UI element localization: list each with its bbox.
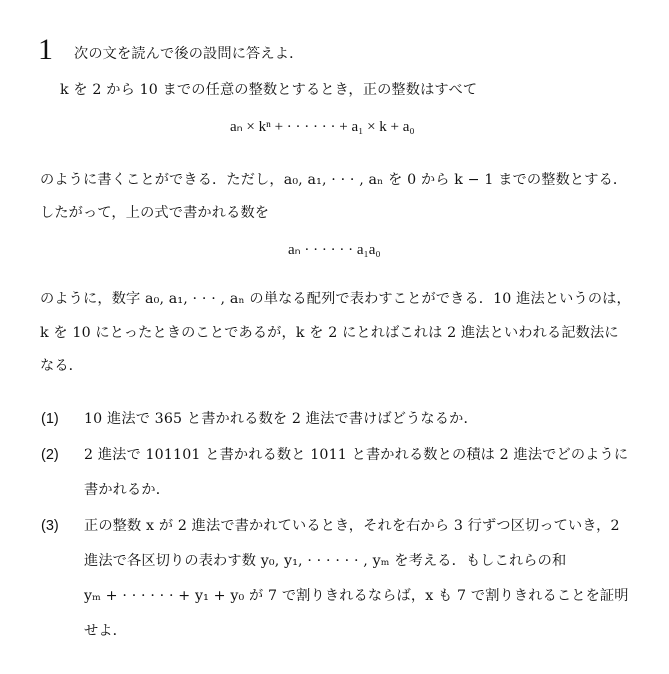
problem-heading: 次の文を読んで後の設問に答えよ．	[74, 46, 304, 62]
question-label: (3)	[41, 518, 59, 534]
question-text-line: 正の整数 x が 2 進法で書かれているとき，それを右から 3 行ずつ区切っていき，2	[84, 518, 620, 534]
formula-digits: aₙ · · · · · · a₁a₀	[288, 242, 381, 258]
paragraph-2-line-1: のように，数字 a₀, a₁, · · · , aₙ の単なる配列で表わすことができる．10 進法というのは，	[40, 291, 631, 307]
question-text-line: 10 進法で 365 と書かれる数を 2 進法で書けばどうなるか．	[84, 411, 478, 427]
paragraph-1-line-2: したがって，上の式で書かれる数を	[40, 205, 270, 221]
question-text-line: 書かれるか．	[84, 482, 171, 498]
question-text-line: yₘ + · · · · · · + y₁ + y₀ が 7 で割りきれるならば，x も 7 で割りきれることを証明	[84, 588, 629, 604]
paragraph-2-line-3: なる．	[40, 358, 84, 374]
paragraph-1-line-1: のように書くことができる．ただし，a₀, a₁, · · · , aₙ を 0 から k − 1 までの整数とする．	[40, 172, 628, 188]
question-text-line: 進法で各区切りの表わす数 y₀, y₁, · · · · · · , yₘ を考える．もしこれらの和	[84, 553, 567, 569]
paragraph-2-line-2: k を 10 にとったときのことであるが，k を 2 にとればこれは 2 進法といわれる記数法に	[40, 325, 619, 341]
formula-expansion: aₙ × kⁿ + · · · · · · + a₁ × k + a₀	[230, 119, 415, 135]
question-text-line: せよ．	[84, 623, 128, 639]
question-label: (1)	[41, 411, 59, 427]
problem-number: 1	[38, 33, 53, 66]
question-text-line: 2 進法で 101101 と書かれる数と 1011 と書かれる数との積は 2 進法でどのように	[84, 447, 629, 463]
question-label: (2)	[41, 447, 59, 463]
intro-text: k を 2 から 10 までの任意の整数とするとき，正の整数はすべて	[60, 82, 478, 98]
